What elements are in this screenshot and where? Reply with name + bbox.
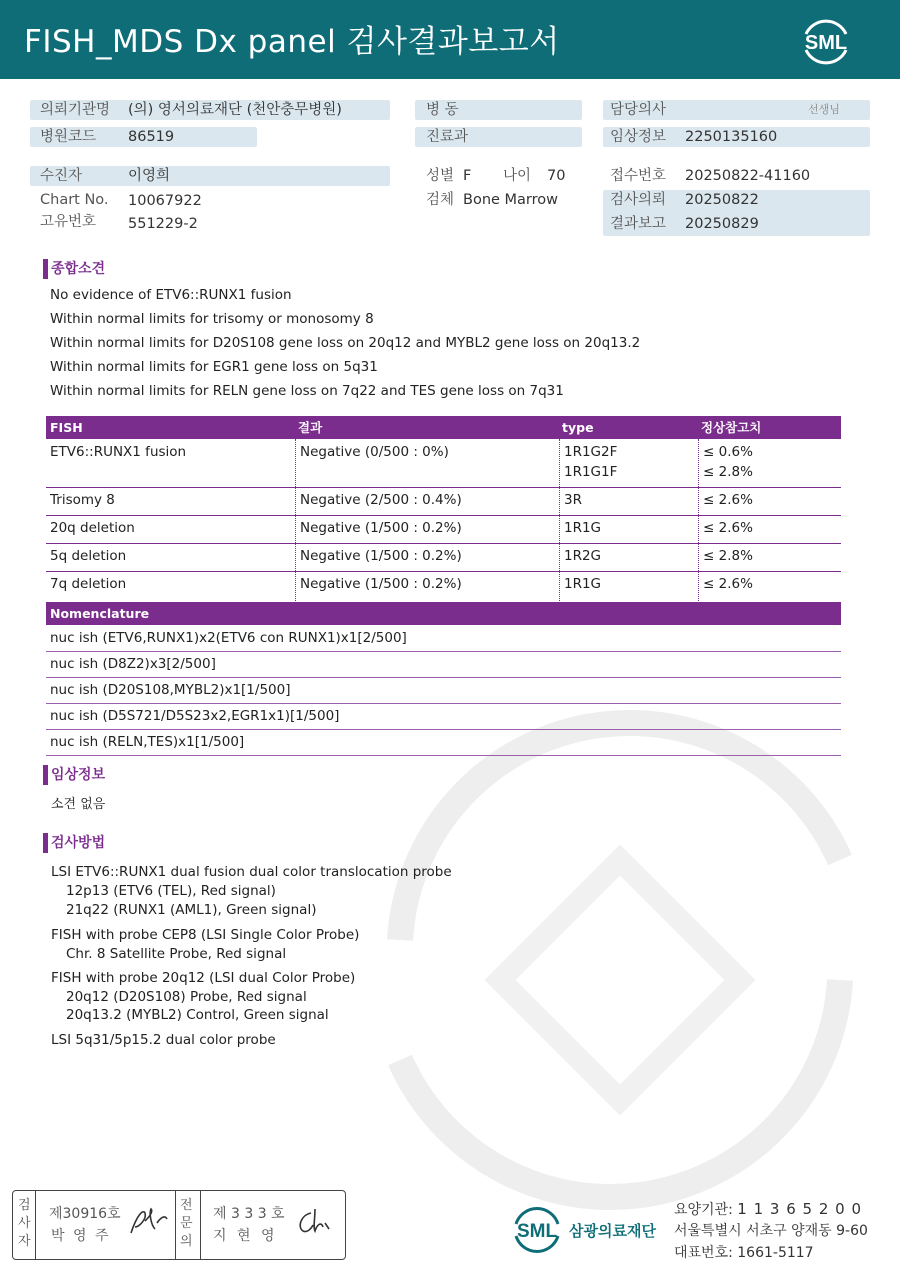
signature-box (12, 1190, 346, 1260)
col-header-type: type (562, 420, 594, 435)
phone-value: 1661-5117 (737, 1245, 814, 1261)
cell-result: Negative (1/500 : 0.2%) (300, 520, 462, 536)
cell-fish: Trisomy 8 (50, 492, 115, 508)
report-date-label: 결과보고 (610, 216, 667, 232)
cell-fish: 5q deletion (50, 548, 127, 564)
unique-value: 551229-2 (128, 216, 198, 232)
hospital-code-value: 86519 (128, 129, 175, 145)
examiner-label-char: 사 (18, 1216, 31, 1231)
row-divider (46, 729, 841, 730)
row-divider (46, 755, 841, 756)
sml-logo (796, 12, 856, 68)
clinical-title: 임상정보 (51, 767, 106, 783)
summary-line: Within normal limits for RELN gene loss on 7q22 and TES gene loss on 7q31 (50, 383, 564, 399)
examiner-signature-icon (127, 1205, 171, 1239)
cell-reference: ≤ 2.6% (703, 576, 753, 592)
cell-type: 3R (564, 492, 582, 508)
method-title: 검사방법 (51, 835, 106, 851)
patient-row-bg (30, 166, 390, 186)
chart-value: 10067922 (128, 193, 202, 209)
summary-title: 종합소견 (51, 261, 106, 277)
doctor-suffix: 선생님 (808, 103, 840, 116)
patient-label: 수진자 (40, 168, 83, 184)
col-header-reference: 정상참고치 (701, 420, 762, 435)
ward-label: 병 동 (426, 102, 459, 118)
nomenclature-item: nuc ish (D5S721/D5S23x2,EGR1x1)[1/500] (50, 708, 340, 724)
sig-divider (175, 1191, 176, 1259)
summary-line: Within normal limits for EGR1 gene loss on 5q31 (50, 359, 378, 375)
method-line: FISH with probe CEP8 (LSI Single Color Probe) (51, 927, 360, 943)
clinical-text: 소견 없음 (51, 797, 106, 812)
cell-result: Negative (1/500 : 0.2%) (300, 576, 462, 592)
cell-fish: 7q deletion (50, 576, 127, 592)
specimen-label: 검체 (426, 192, 455, 208)
examiner-label-char: 자 (18, 1234, 31, 1249)
method-line: 21q22 (RUNX1 (AML1), Green signal) (66, 902, 317, 918)
specialist-signature-icon (293, 1205, 337, 1239)
summary-line: Within normal limits for trisomy or monosomy 8 (50, 311, 374, 327)
specialist-label-char: 의 (180, 1234, 193, 1249)
org-logo-icon (508, 1200, 566, 1258)
phone (674, 1244, 814, 1262)
method-line: LSI ETV6::RUNX1 dual fusion dual color translocation probe (51, 864, 452, 880)
request-value: 20250822 (685, 192, 759, 208)
row-divider (46, 703, 841, 704)
column-divider (559, 439, 560, 601)
cell-result: Negative (2/500 : 0.4%) (300, 492, 462, 508)
address: 서울특별시 서초구 양재동 9-60 (674, 1223, 868, 1239)
sig-divider (200, 1191, 201, 1259)
summary-section-bar (43, 259, 48, 279)
row-divider (46, 571, 841, 572)
care-code-value: 1 1 3 6 5 2 0 0 (737, 1200, 862, 1218)
care-code (674, 1200, 862, 1219)
report-header (0, 0, 900, 79)
patient-value: 이영희 (128, 168, 171, 184)
cell-type: 1R1G (564, 520, 602, 536)
specialist-label (180, 1197, 193, 1251)
cell-result: Negative (0/500 : 0%) (300, 444, 449, 460)
clinical-section-bar (43, 765, 48, 785)
examiner-label (18, 1197, 31, 1251)
row-divider (46, 487, 841, 488)
nomenclature-header-label: Nomenclature (50, 606, 150, 621)
watermark-logo-icon (360, 560, 880, 1260)
examiner-label-char: 검 (18, 1198, 31, 1213)
cell-type: 1R1G1F (564, 464, 618, 480)
cell-fish: ETV6::RUNX1 fusion (50, 444, 187, 460)
nomenclature-header (46, 602, 841, 625)
cell-result: Negative (1/500 : 0.2%) (300, 548, 462, 564)
col-header-result: 결과 (298, 420, 323, 435)
examiner-license-no: 제30916호 (49, 1206, 121, 1222)
chart-label: Chart No. (40, 192, 109, 208)
summary-line: No evidence of ETV6::RUNX1 fusion (50, 287, 292, 303)
method-line: 12p13 (ETV6 (TEL), Red signal) (66, 883, 276, 899)
receipt-value: 20250822-41160 (685, 168, 811, 184)
cell-reference: ≤ 0.6% (703, 444, 753, 460)
sig-divider (35, 1191, 36, 1259)
sml-logo-icon (796, 12, 856, 68)
col-header-fish: FISH (50, 420, 83, 435)
cell-type: 1R1G2F (564, 444, 618, 460)
specimen-value: Bone Marrow (463, 192, 559, 208)
care-code-label: 요양기관: (674, 1202, 738, 1218)
nomenclature-item: nuc ish (D20S108,MYBL2)x1[1/500] (50, 682, 291, 698)
examiner-name: 박 영 주 (51, 1228, 111, 1244)
age-value: 70 (547, 168, 566, 184)
cell-reference: ≤ 2.8% (703, 464, 753, 480)
specialist-license-no: 제 3 3 3 호 (213, 1206, 285, 1222)
cell-reference: ≤ 2.6% (703, 492, 753, 508)
hospital-code-label: 병원코드 (40, 129, 97, 145)
nomenclature-item: nuc ish (ETV6,RUNX1)x2(ETV6 con RUNX1)x1[2/500] (50, 630, 407, 646)
nomenclature-item: nuc ish (RELN,TES)x1[1/500] (50, 734, 245, 750)
cell-reference: ≤ 2.6% (703, 520, 753, 536)
receipt-label: 접수번호 (610, 168, 667, 184)
report-date-value: 20250829 (685, 216, 759, 232)
method-line: FISH with probe 20q12 (LSI dual Color Probe) (51, 970, 356, 986)
summary-line: Within normal limits for D20S108 gene loss on 20q12 and MYBL2 gene loss on 20q13.2 (50, 335, 641, 351)
method-line: LSI 5q31/5p15.2 dual color probe (51, 1032, 276, 1048)
sex-value: F (463, 168, 472, 184)
dept-label: 진료과 (426, 129, 469, 145)
sex-label: 성별 (426, 168, 455, 184)
nomenclature-item: nuc ish (D8Z2)x3[2/500] (50, 656, 216, 672)
org-logo-text: SML (516, 1221, 558, 1242)
clinical-info-label: 임상정보 (610, 129, 667, 145)
row-divider (46, 543, 841, 544)
phone-label: 대표번호: (674, 1245, 738, 1261)
unique-label: 고유번호 (40, 214, 97, 230)
row-divider (46, 677, 841, 678)
method-section-bar (43, 833, 48, 853)
sml-logo-text: SML (804, 32, 848, 54)
request-label: 검사의뢰 (610, 192, 667, 208)
institution-label: 의뢰기관명 (40, 102, 111, 118)
age-label: 나이 (503, 168, 532, 184)
doctor-label: 담당의사 (610, 102, 667, 118)
column-divider (295, 439, 296, 601)
org-name: 삼광의료재단 (569, 1222, 656, 1240)
cell-type: 1R1G (564, 576, 602, 592)
specialist-label-char: 전 (180, 1198, 193, 1213)
cell-fish: 20q deletion (50, 520, 135, 536)
method-line: 20q13.2 (MYBL2) Control, Green signal (66, 1007, 329, 1023)
method-line: Chr. 8 Satellite Probe, Red signal (66, 946, 287, 962)
cell-type: 1R2G (564, 548, 602, 564)
clinical-info-value: 2250135160 (685, 129, 778, 145)
specialist-name: 지 현 영 (213, 1228, 278, 1244)
specialist-label-char: 문 (180, 1216, 193, 1231)
row-divider (46, 515, 841, 516)
report-title: FISH_MDS Dx panel 검사결과보고서 (24, 24, 560, 60)
row-divider (46, 651, 841, 652)
cell-reference: ≤ 2.8% (703, 548, 753, 564)
column-divider (698, 439, 699, 601)
institution-value: (의) 영서의료재단 (천안충무병원) (128, 102, 342, 118)
method-line: 20q12 (D20S108) Probe, Red signal (66, 989, 307, 1005)
